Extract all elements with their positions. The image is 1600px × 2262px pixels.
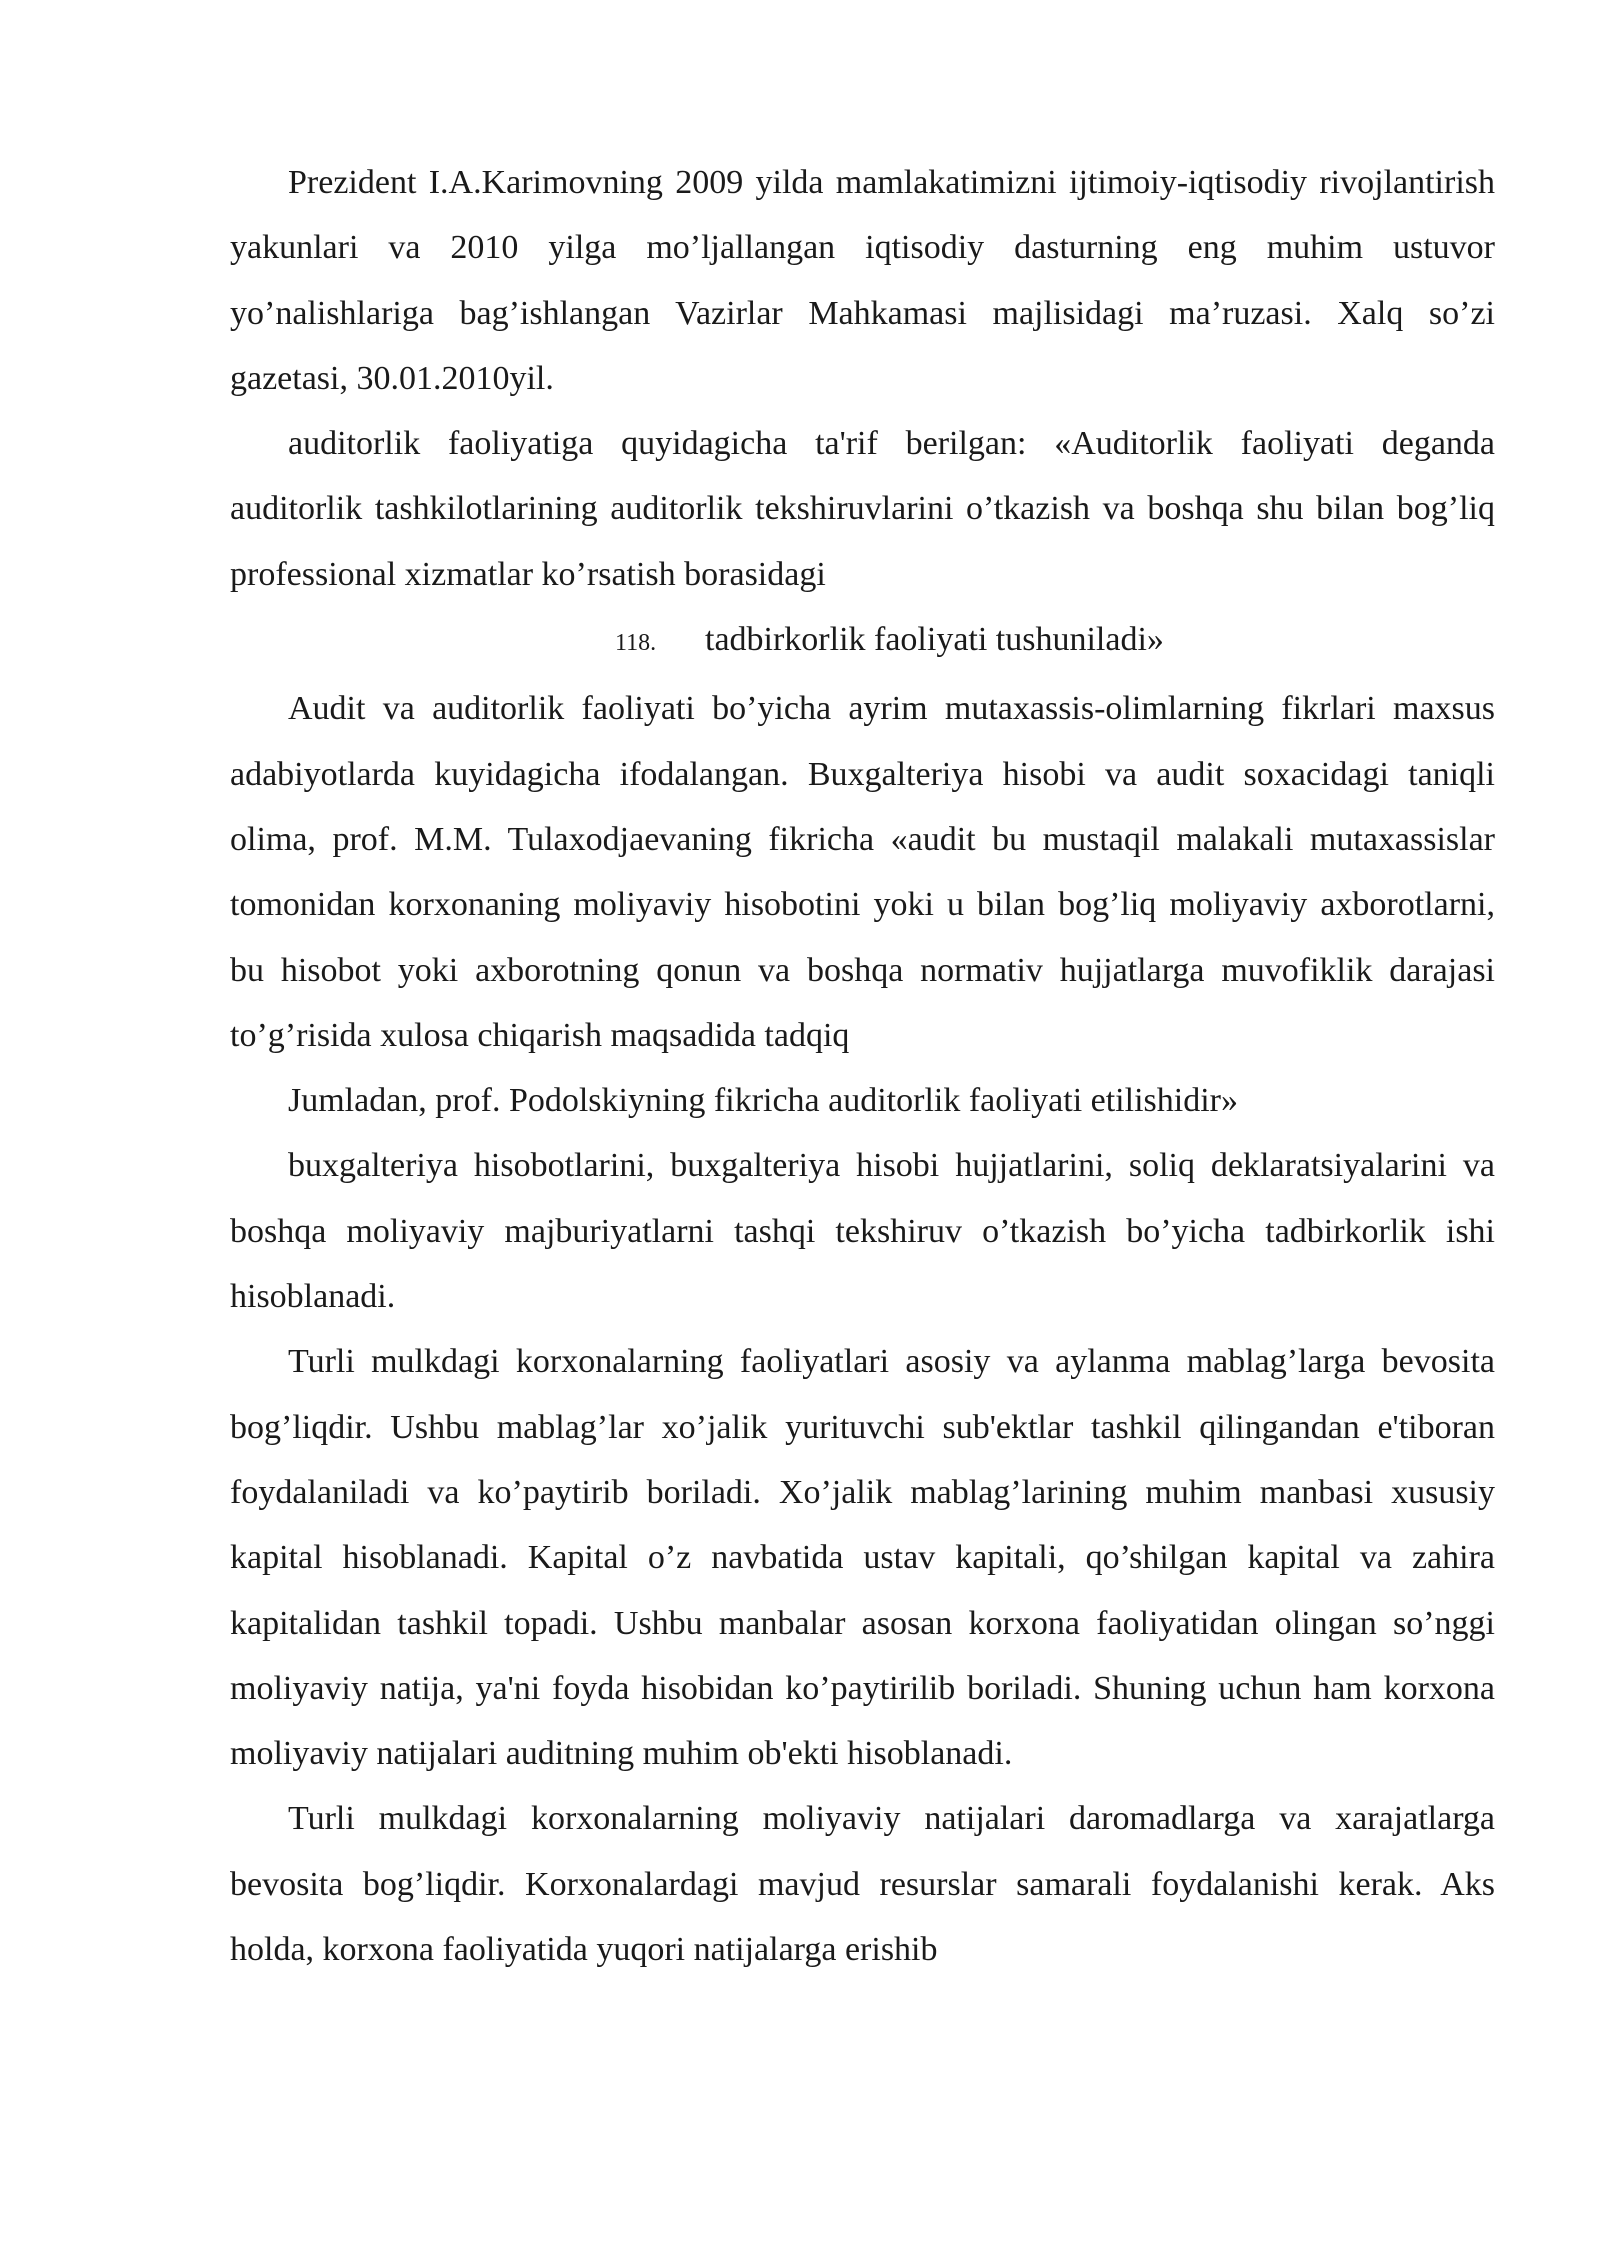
paragraph-accounting-audit: buxgalteriya hisobotlarini, buxgalteriya hisobi hujjatlarini, soliq deklaratsiyalarini va boshqa moliyaviy majburiyatlarni tashqi tekshiruv o’tkazish bo’yicha tadbirkorlik ishi hisoblanadi. [230, 1147, 1495, 1316]
footnote-number: 118. [615, 630, 657, 657]
paragraph-president-report: Prezident I.A.Karimovning 2009 yilda mamlakatimizni ijtimoiy-iqtisodiy rivojlantirish yakunlari va 2010 yilga mo’ljallangan iqtisodiy dasturning eng muhim ustuvor yo’nalishlariga bag’ishlangan Vazirlar Mahkamasi majlisidagi ma’ruzasi. Xalq so’zi gazetasi, 30.01.2010yil. [230, 164, 1495, 397]
document-page [230, 150, 1495, 1982]
paragraph-scholar-opinions: Audit va auditorlik faoliyati bo’yicha ayrim mutaxassis-olimlarning fikrlari maxsus adabiyotlarda kuyidagicha ifodalangan. Buxgalteriya hisobi va audit soxacidagi taniqli olima, prof. M.M. Tulaxodjaevaning fikricha «audit bu mustaqil malakali mutaxassislar tomonidan korxonaning moliyaviy hisobotini yoki u bilan bog’liq moliyaviy axborotlarni, bu hisobot yoki axborotning qonun va boshqa normativ hujjatlarga muvofiklik darajasi to’g’risida xulosa chiqarish maqsadida tadqiq [230, 690, 1495, 1054]
paragraph-podolskiy-opinion: Jumladan, prof. Podolskiyning fikricha auditorlik faoliyati etilishidir» [288, 1082, 1238, 1120]
footnote-text: tadbirkorlik faoliyati tushuniladi» [705, 621, 1164, 659]
footnote-line [230, 607, 1495, 676]
paragraph-enterprise-funds: Turli mulkdagi korxonalarning faoliyatlari asosiy va aylanma mablag’larga bevosita bog’liqdir. Ushbu mablag’lar xo’jalik yurituvchi sub'ektlar tashkil qilingandan e'tiboran foydalaniladi va ko’paytirib boriladi. Xo’jalik mablag’larining muhim manbasi xususiy kapital hisoblanadi. Kapital o’z navbatida ustav kapitali, qo’shilgan kapital va zahira kapitalidan tashkil topadi. Ushbu manbalar asosan korxona faoliyatidan olingan so’nggi moliyaviy natija, ya'ni foyda hisobidan ko’paytirilib boriladi. Shuning uchun ham korxona moliyaviy natijalari auditning muhim ob'ekti hisoblanadi. [230, 1343, 1495, 1773]
paragraph-financial-results: Turli mulkdagi korxonalarning moliyaviy natijalari daromadlarga va xarajatlarga bevosita bog’liqdir. Korxonalardagi mavjud resurslar samarali foydalanishi kerak. Aks holda, korxona faoliyatida yuqori natijalarga erishib [230, 1800, 1495, 1969]
paragraph-audit-definition: auditorlik faoliyatiga quyidagicha ta'rif berilgan: «Auditorlik faoliyati deganda auditorlik tashkilotlarining auditorlik tekshiruvlarini o’tkazish va boshqa shu bilan bog’liq professional xizmatlar ko’rsatish borasidagi [230, 425, 1495, 593]
